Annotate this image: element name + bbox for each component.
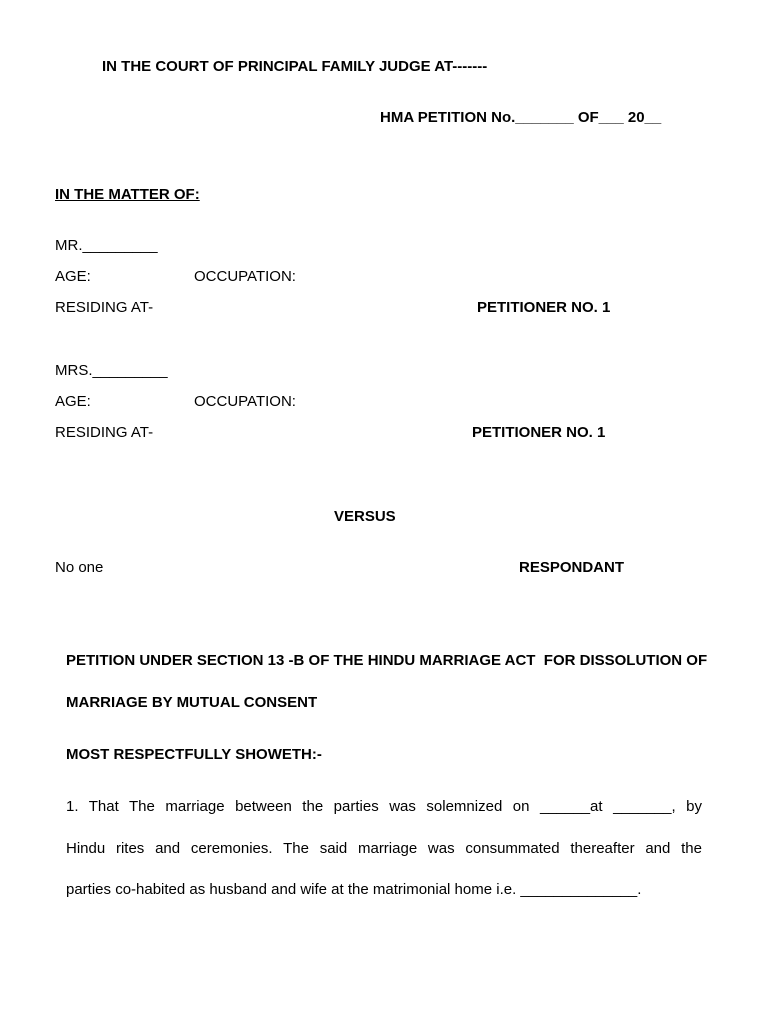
petition-number: HMA PETITION No._______ OF___ 20__ — [380, 109, 662, 126]
petitioner-2-name: MRS._________ — [55, 362, 168, 379]
petitioner-1-name: MR._________ — [55, 237, 158, 254]
petition-title-line-2: MARRIAGE BY MUTUAL CONSENT — [66, 694, 318, 711]
petitioner-1-occupation-label: OCCUPATION: — [194, 268, 296, 285]
respondent-name: No one — [55, 559, 104, 576]
versus-label: VERSUS — [334, 508, 396, 525]
petitioner-1-role: PETITIONER NO. 1 — [477, 299, 611, 316]
petitioner-1-residing-label: RESIDING AT- — [55, 299, 154, 316]
petitioner-2-age-label: AGE: — [55, 393, 91, 410]
petitioner-2-role: PETITIONER NO. 1 — [472, 424, 606, 441]
petitioner-2-residing-label: RESIDING AT- — [55, 424, 154, 441]
showeth-heading: MOST RESPECTFULLY SHOWETH:- — [66, 746, 322, 763]
matter-heading: IN THE MATTER OF: — [55, 186, 200, 203]
petitioner-2-occupation-label: OCCUPATION: — [194, 393, 296, 410]
petitioner-1-age-label: AGE: — [55, 268, 91, 285]
court-heading: IN THE COURT OF PRINCIPAL FAMILY JUDGE AT------- — [102, 58, 488, 75]
respondent-role: RESPONDANT — [519, 559, 625, 576]
paragraph-1-line-2: Hindu rites and ceremonies. The said marriage was consummated thereafter and the — [66, 840, 702, 857]
petition-title-line-1: PETITION UNDER SECTION 13 -B OF THE HINDU MARRIAGE ACT FOR DISSOLUTION OF — [66, 652, 708, 669]
paragraph-1-line-3: parties co-habited as husband and wife at the matrimonial home i.e. ______________. — [66, 881, 642, 898]
paragraph-1-line-1: 1. That The marriage between the parties was solemnized on ______at _______, by — [66, 798, 702, 815]
